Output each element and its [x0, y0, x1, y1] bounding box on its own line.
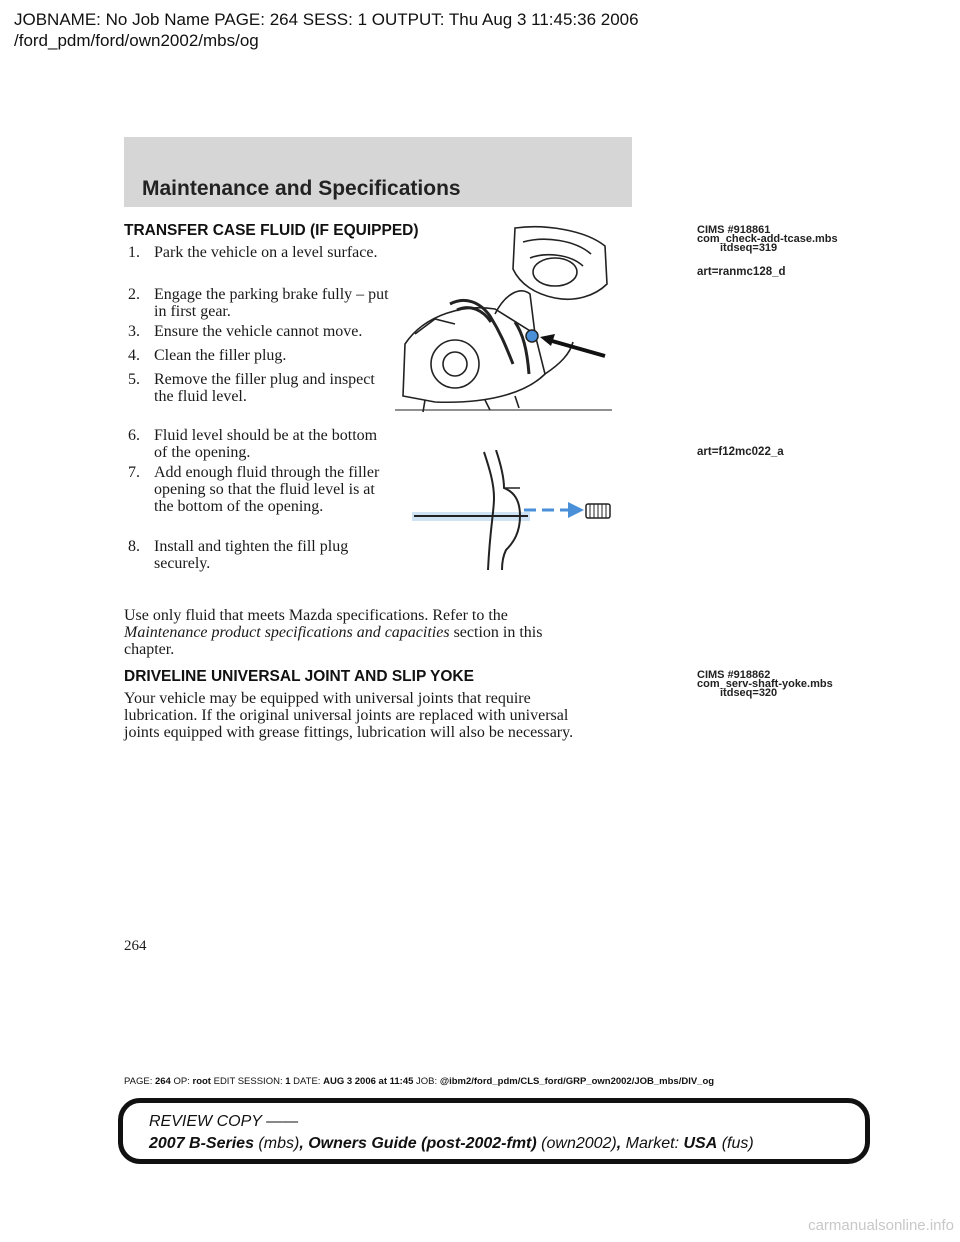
step-text: Remove the filler plug and inspect the fluid level.	[154, 371, 375, 405]
step-number: 2.	[128, 286, 140, 303]
review-guide: Owners Guide (post-2002-fmt)	[308, 1135, 537, 1152]
review-copy-label: REVIEW COPY ——	[149, 1113, 299, 1130]
note-text: chapter.	[124, 641, 175, 658]
step-text: Ensure the vehicle cannot move.	[154, 323, 363, 340]
cims-note	[697, 671, 833, 698]
section-heading-driveline: DRIVELINE UNIVERSAL JOINT AND SLIP YOKE	[124, 668, 474, 685]
site-watermark: carmanualsonline.info	[808, 1217, 954, 1234]
step-text: Clean the filler plug.	[154, 347, 287, 364]
arrow-icon	[568, 502, 584, 518]
cims-file: com_serv-shaft-yoke.mbs	[697, 678, 833, 690]
review-guide-code: (own2002)	[541, 1135, 617, 1152]
body-line: joints equipped with grease fittings, lubrication will also be necessary.	[124, 724, 574, 741]
step-number: 5.	[128, 371, 140, 388]
art-reference: art=ranmc128_d	[697, 266, 786, 278]
driveline-paragraph	[124, 690, 644, 741]
step-number: 8.	[128, 538, 140, 555]
footer-label: PAGE:	[124, 1076, 153, 1087]
footer-label: OP:	[173, 1076, 190, 1087]
step-number: 6.	[128, 427, 140, 444]
review-model-code: (mbs)	[258, 1135, 300, 1152]
review-model: 2007 B-Series	[149, 1135, 254, 1152]
body-line: lubrication. If the original universal joints are replaced with universal	[124, 707, 569, 724]
review-copy-box	[118, 1098, 870, 1164]
step-number: 7.	[128, 464, 140, 481]
cims-seq: itdseq=319	[720, 242, 778, 254]
transfer-case-illustration	[395, 224, 612, 414]
step-text: Install and tighten the fill plug securely.	[154, 538, 349, 572]
step-number: 1.	[128, 244, 140, 261]
cims-file: com_check-add-tcase.mbs	[697, 233, 838, 245]
cims-id: CIMS #918861	[697, 224, 771, 236]
step-text: Park the vehicle on a level surface.	[154, 244, 378, 261]
footer-label: DATE:	[293, 1076, 321, 1087]
review-copy-details: 2007 B-Series (mbs), Owners Guide (post-2002-fmt) (own2002), Market: USA (fus)	[149, 1135, 754, 1152]
footer-value: 1	[285, 1076, 291, 1087]
footer-value: @ibm2/ford_pdm/CLS_ford/GRP_own2002/JOB_mbs/DIV_og	[439, 1076, 715, 1087]
footer-value: AUG 3 2006 at 11:45	[323, 1076, 414, 1087]
arrow-icon	[540, 334, 555, 346]
cims-note	[697, 226, 838, 253]
step-text: Fluid level should be at the bottom of the opening.	[154, 427, 378, 461]
note-text: Use only fluid that meets Mazda specifications. Refer to the	[124, 607, 508, 624]
cims-id: CIMS #918862	[697, 669, 771, 681]
step-number: 4.	[128, 347, 140, 364]
footer-value: 264	[154, 1076, 171, 1087]
print-footer	[124, 1076, 714, 1087]
job-info-line: JOBNAME: No Job Name PAGE: 264 SESS: 1 OUTPUT: Thu Aug 3 11:45:36 2006	[14, 10, 639, 29]
filler-plug-icon	[526, 330, 538, 342]
review-market-label: Market:	[625, 1135, 680, 1152]
note-reference-italic: Maintenance product specifications and capacities	[124, 624, 450, 641]
cims-seq: itdseq=320	[720, 687, 778, 699]
section-heading-transfer-case: TRANSFER CASE FLUID (IF EQUIPPED)	[124, 222, 419, 239]
step-text: Add enough fluid through the filler opening so that the fluid level is at the bottom of the opening.	[154, 464, 380, 515]
review-market: USA	[683, 1135, 718, 1152]
fluid-note-paragraph	[124, 607, 644, 658]
step-text: Engage the parking brake fully – put in first gear.	[154, 286, 389, 320]
page-number: 264	[124, 938, 147, 954]
footer-label: JOB:	[416, 1076, 438, 1087]
job-path-line: /ford_pdm/ford/own2002/mbs/og	[14, 31, 259, 50]
body-line: Your vehicle may be equipped with universal joints that require	[124, 690, 531, 707]
footer-label: EDIT SESSION:	[213, 1076, 283, 1087]
page-title: Maintenance and Specifications	[142, 177, 461, 200]
review-market-code: (fus)	[721, 1135, 754, 1152]
footer-value: root	[192, 1076, 211, 1087]
note-text: section in this	[453, 624, 543, 641]
section-header-band	[124, 137, 632, 207]
art-reference: art=f12mc022_a	[697, 446, 784, 458]
fluid-level-illustration	[408, 450, 613, 572]
step-number: 3.	[128, 323, 140, 340]
